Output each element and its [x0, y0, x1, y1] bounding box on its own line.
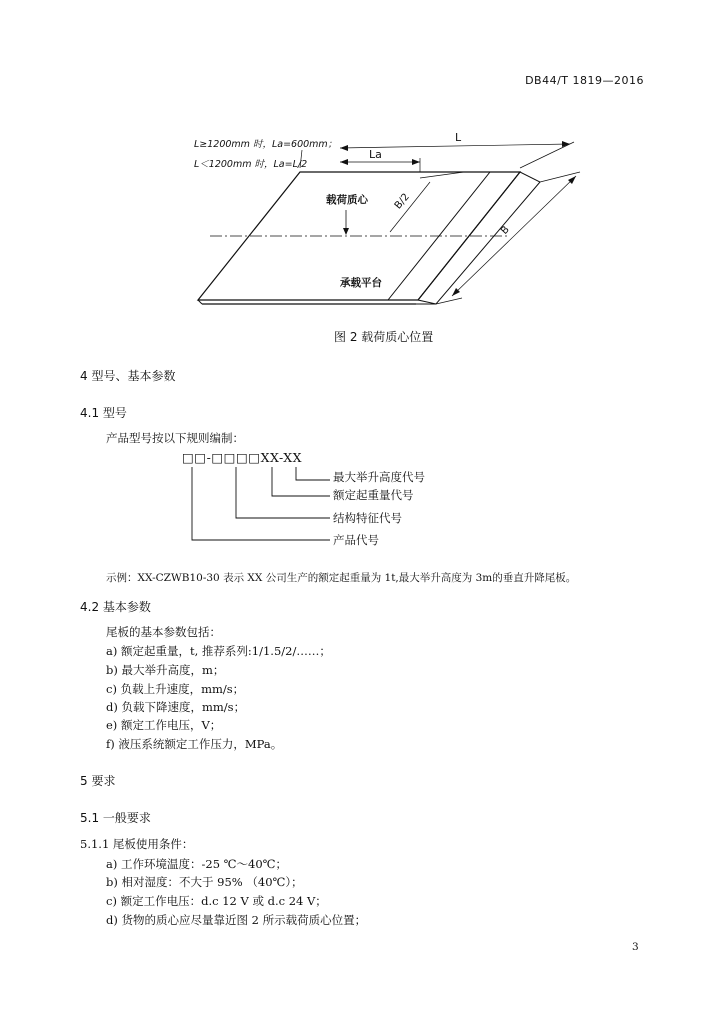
model-label-max-height: 最大举升高度代号: [333, 470, 425, 484]
section-4-1-heading: 4.1 型号: [80, 406, 127, 420]
param-item: b) 最大举升高度，m；: [106, 663, 225, 677]
model-example: 示例：XX-CZWB10-30 表示 XX 公司生产的额定起重量为 1t,最大举升高度为 3m的垂直升降尾板。: [106, 572, 577, 584]
dim-label-B: B: [499, 224, 512, 237]
model-label-structure: 结构特征代号: [333, 511, 402, 525]
param-item: e) 额定工作电压，V；: [106, 718, 222, 732]
section-4-2-intro: 尾板的基本参数包括：: [106, 625, 221, 639]
param-item: a) 额定起重量，t, 推荐系列:1/1.5/2/……；: [106, 644, 331, 658]
condition-item: a) 工作环境温度：-25 ℃～40℃；: [106, 857, 288, 871]
section-4-2-heading: 4.2 基本参数: [80, 600, 151, 614]
figure-note-1: L≥1200mm 时，La=600mm；: [194, 139, 338, 150]
platform-ramp: [418, 172, 540, 304]
condition-item: c) 额定工作电压：d.c 12 V 或 d.c 24 V；: [106, 894, 327, 908]
model-label-product: 产品代号: [333, 533, 379, 547]
section-5-1-1-heading: 5.1.1 尾板使用条件：: [80, 837, 194, 851]
dim-label-L: L: [455, 131, 462, 144]
condition-item: d) 货物的质心应尽量靠近图 2 所示载荷质心位置；: [106, 913, 367, 927]
figure-note-2: L＜1200mm 时，La=L/2: [194, 159, 308, 170]
standard-number: DB44/T 1819—2016: [525, 74, 644, 87]
param-item: f) 液压系统额定工作压力，MPa。: [106, 737, 283, 751]
model-code: □□-□□□□XX-XX: [182, 450, 303, 465]
section-5-1-heading: 5.1 一般要求: [80, 811, 151, 825]
param-item: d) 负载下降速度，mm/s；: [106, 700, 246, 714]
dim-label-La: La: [369, 148, 382, 161]
section-4-heading: 4 型号、基本参数: [80, 369, 176, 383]
dim-label-B-half: B/2: [392, 191, 412, 212]
section-5-heading: 5 要求: [80, 774, 116, 788]
page-number: 3: [632, 941, 639, 953]
model-code-leaders: [180, 466, 340, 548]
model-label-rated-load: 额定起重量代号: [333, 488, 414, 502]
section-4-1-intro: 产品型号按以下规则编制：: [106, 431, 244, 445]
figure-caption: 图 2 载荷质心位置: [334, 330, 434, 344]
condition-item: b) 相对湿度：不大于 95% （40℃）；: [106, 875, 303, 889]
label-load-center: 载荷质心: [326, 194, 368, 206]
label-platform: 承载平台: [340, 277, 382, 289]
param-item: c) 负载上升速度，mm/s；: [106, 682, 245, 696]
